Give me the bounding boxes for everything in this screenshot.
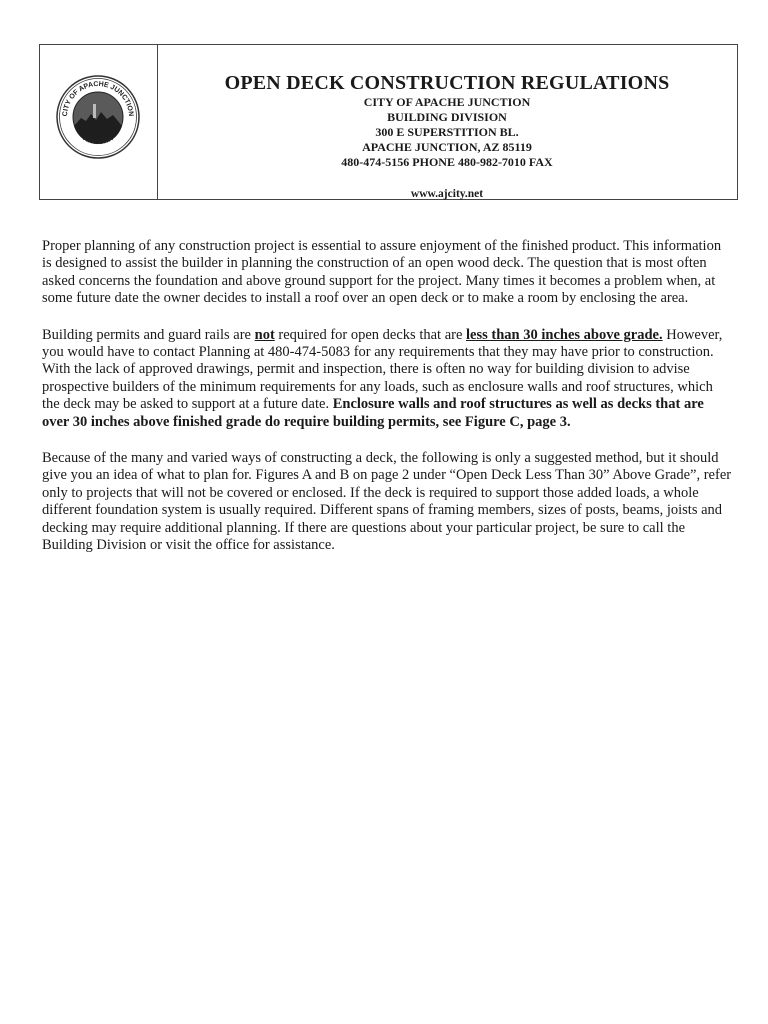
permits-grade-emphasis: less than 30 inches above grade. xyxy=(466,326,663,343)
document-body xyxy=(42,238,732,574)
seal-bottom-text: ARIZONA xyxy=(81,135,115,147)
letterhead-text xyxy=(157,45,737,199)
city-seal-logo xyxy=(55,74,141,160)
permits-text-a: Building permits and guard rails are xyxy=(42,326,255,343)
city-name: CITY OF APACHE JUNCTION xyxy=(363,95,531,109)
paragraph-permits xyxy=(42,327,732,431)
seal-top-text: CITY OF APACHE JUNCTION xyxy=(61,80,135,117)
letterhead-box xyxy=(39,44,738,200)
website-link[interactable]: www.ajcity.net xyxy=(410,188,484,200)
city-state-zip: APACHE JUNCTION, AZ 85119 xyxy=(362,140,532,154)
paragraph-intro: Proper planning of any construction project is essential to assure enjoyment of the finished product. This information is designed to assist the builder in planning the construction of an open wood deck. The question that is most often asked concerns the foundation and above ground support for the project. Many times it becomes a problem when, at some future date the owner decides to install a roof over an open deck or to make a room by enclosing the area. xyxy=(42,238,722,307)
permits-text-b: required for open decks that are xyxy=(274,326,467,343)
document-title: OPEN DECK CONSTRUCTION REGULATIONS xyxy=(224,72,670,94)
paragraph-method: Because of the many and varied ways of constructing a deck, the following is only a suggested method, but it should give you an idea of what to plan for. Figures A and B on page 2 under “Open Deck Less Than 30” Above Grade”, refer only to projects that will not be covered or enclosed. If the deck is required to support those added loads, a whole different foundation system is usually required. Different spans of framing members, sizes of posts, beams, joists and decking may require additional planning. If there are questions about your particular project, be sure to call the Building Division or visit the office for assistance. xyxy=(42,450,732,554)
permits-not-emphasis: not xyxy=(254,326,275,343)
phone-fax: 480-474-5156 PHONE 480-982-7010 FAX xyxy=(341,155,553,169)
permits-bold-note: Enclosure walls and roof structures as well as decks that are over 30 inches above finished grade do require building permits, see Figure C, page 3. xyxy=(42,396,704,430)
division-name: BUILDING DIVISION xyxy=(387,110,507,124)
street-address: 300 E SUPERSTITION BL. xyxy=(375,125,519,139)
permits-text-c: However, you would have to contact Planning at 480-474-5083 for any requirements that they may have prior to construction. With the lack of approved drawings, permit and inspection, there is often no way for building division to advise prospective builders of the minimum requirements for any loads, such as enclosure walls and roof structures, which the deck may be asked to support at a future date. xyxy=(42,326,723,413)
seal-cell xyxy=(40,45,158,199)
